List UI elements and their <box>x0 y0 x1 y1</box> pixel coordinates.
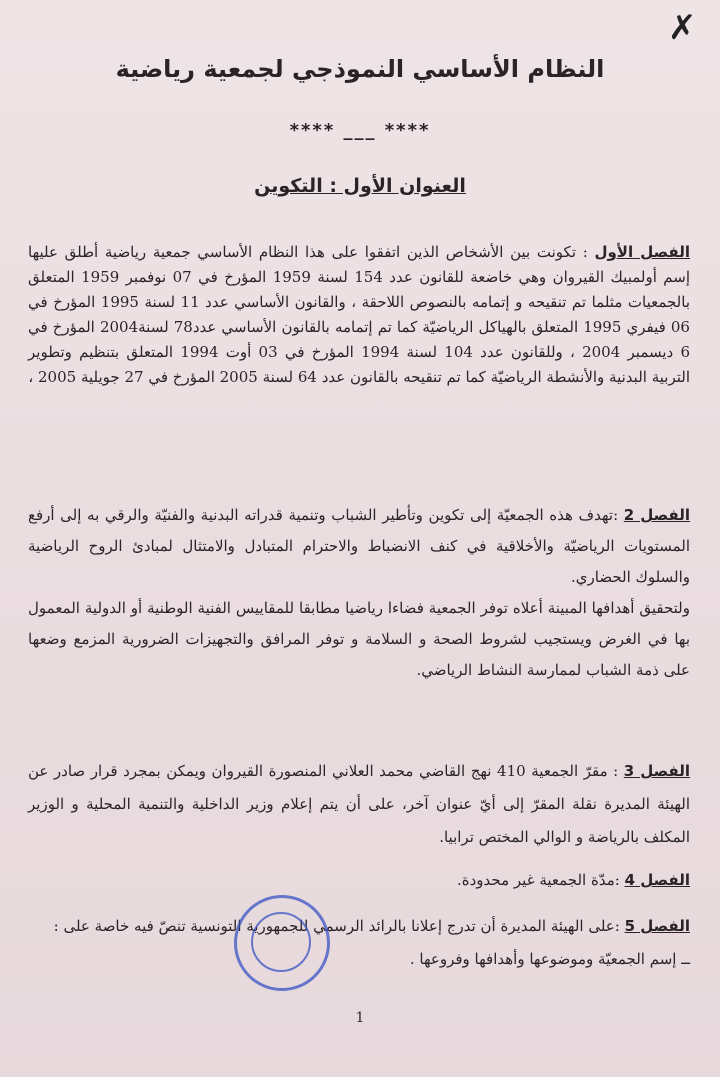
official-stamp <box>234 895 330 991</box>
document-title: النظام الأساسي النموذجي لجمعية رياضية <box>115 55 605 83</box>
chapter-1-head: الفصل الأول <box>594 243 690 261</box>
chapter-5-text2: ــ إسم الجمعيّة وموضوعها وأهدافها وفروعها . <box>409 950 690 968</box>
chapter-3 <box>28 755 690 854</box>
chapter-5-text: :على الهيئة المديرة أن تدرج إعلانا بالرائد الرسمي للجمهورية التونسية تنصّ فيه خاصة على : <box>53 917 620 935</box>
stamp-inner-ring <box>251 912 311 972</box>
chapter-2-text2: ولتحقيق أهدافها المبينة أعلاه توفر الجمعية فضاءا رياضيا مطابقا للمقاييس الفنية الوطنية أو الدولية المعمول بها في الغرض ويستجيب لشروط الصحة و السلامة و توفر المرافق والتجهيزات الضرورية المزمع وضعها على ذمة الشباب لممارسة النشاط الرياضي. <box>28 599 690 679</box>
page-number: 1 <box>355 1010 365 1026</box>
chapter-2-text: :تهدف هذه الجمعيّة إلى تكوين وتأطير الشباب وتنمية قدراته البدنية والفنيّة والرقي به إلى أرفع المستويات الرياضيّة والأخلاقية في كنف الانضباط والاحترام المتبادل والامتثال لمبادئ الروح الرياضية والسلوك الحضاري. <box>28 506 690 586</box>
section-title: العنوان الأول : التكوين <box>254 175 466 197</box>
chapter-4-head: الفصل 4 <box>624 871 690 889</box>
corner-mark: ✗ <box>668 8 697 48</box>
chapter-3-text: : مقرّ الجمعية 410 نهج القاضي محمد العلاني المنصورة القيروان ويمكن بمجرد قرار صادر عن الهيئة المديرة نقلة المقرّ إلى أيّ عنوان آخر، على أن يتم إعلام وزير الداخلية والتنمية المحلية و الوزير المكلف بالرياضة و الوالي المختص ترابيا. <box>28 762 690 846</box>
chapter-2-head: الفصل 2 <box>623 506 690 524</box>
chapter-5-head: الفصل 5 <box>624 917 690 935</box>
chapter-5 <box>28 910 690 976</box>
chapter-4 <box>28 868 690 893</box>
chapter-1 <box>28 240 690 390</box>
chapter-2 <box>28 500 690 686</box>
chapter-3-head: الفصل 3 <box>623 762 690 780</box>
chapter-4-text: :مدّة الجمعية غير محدودة. <box>457 871 620 889</box>
chapter-1-text: : تكونت بين الأشخاص الذين اتفقوا على هذا النظام الأساسي جمعية رياضية أطلق عليها إسم أولمبيك القيروان وهي خاضعة للقانون عدد 154 لسنة 1959 المؤرخ في 07 نوفمبر 1959 المتعلق بالجمعيات مثلما تم تنقيحه و إتمامه بالنصوص اللاحقة ، والقانون الأساسي عدد 11 لسنة 1995 المؤرخ في 06 فيفري 1995 المتعلق بالهياكل الرياضيّة كما تم إتمامه بالقانون الأساسي عدد78 لسنة2004 المؤرخ في 6 ديسمبر 2004 ، وللقانون عدد 104 لسنة 1994 المؤرخ في 03 أوت 1994 المتعلق بتنظيم وتطوير التربية البدنية والأنشطة الرياضيّة كما تم تنقيحه بالقانون عدد 64 لسنة 2005 المؤرخ في 27 جويلية 2005 ، <box>28 243 691 386</box>
decoration-divider: **** ___ **** <box>289 120 431 141</box>
